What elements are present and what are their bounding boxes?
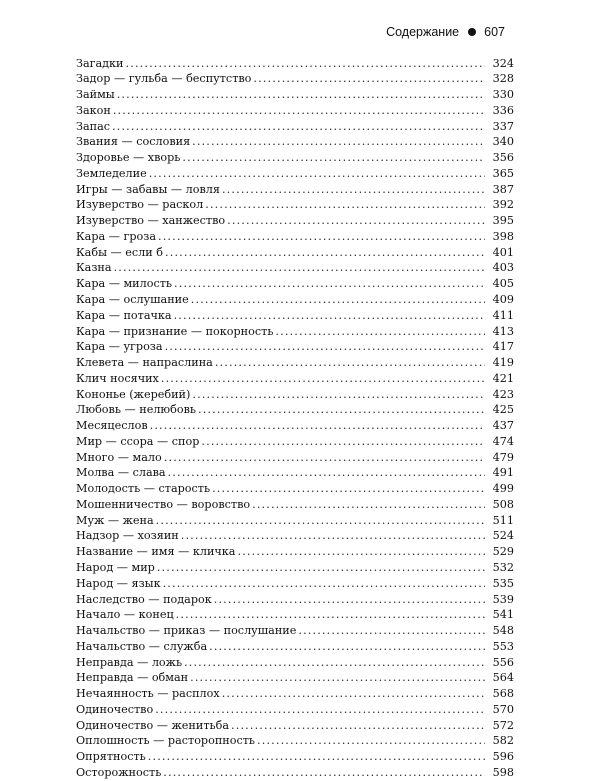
- toc-entry-page: 568: [492, 687, 514, 701]
- toc-entry-page: 340: [492, 135, 514, 149]
- toc-entry[interactable]: [76, 324, 514, 340]
- toc-entry-page: 417: [492, 340, 514, 354]
- toc-entry-title: Изуверство — раскол: [76, 198, 204, 212]
- toc-entry[interactable]: [76, 134, 514, 150]
- dot-leader: [176, 607, 485, 623]
- toc-entry[interactable]: [76, 576, 514, 592]
- toc-entry-title: Начальство — приказ — послушание: [76, 624, 297, 638]
- toc-entry-title: Любовь — нелюбовь: [76, 403, 197, 417]
- toc-entry-title: Народ — язык: [76, 576, 161, 590]
- dot-leader: [150, 418, 485, 434]
- dot-leader: [113, 103, 485, 119]
- toc-entry-title: Запас: [76, 119, 111, 133]
- toc-entry-title: Клевета — напраслина: [76, 356, 213, 370]
- dot-leader: [112, 119, 485, 135]
- dot-leader: [164, 450, 485, 466]
- toc-entry-page: 508: [492, 497, 514, 511]
- toc-entry-page: 553: [492, 639, 514, 653]
- toc-entry[interactable]: [76, 670, 514, 686]
- toc-entry-page: 529: [492, 545, 514, 559]
- dot-leader: [181, 528, 485, 544]
- toc-entry-title: Игры — забавы — ловля: [76, 182, 220, 196]
- toc-entry-title: Одиночество: [76, 702, 154, 716]
- toc-entry-title: Кара — милость: [76, 277, 173, 291]
- dot-leader: [168, 465, 485, 481]
- toc-entry[interactable]: [76, 229, 514, 245]
- toc-entry-title: Молва — слава: [76, 466, 166, 480]
- toc-entry[interactable]: [76, 607, 514, 623]
- toc-entry[interactable]: [76, 103, 514, 119]
- toc-entry-title: Кара — потачка: [76, 308, 172, 322]
- toc-entry[interactable]: [76, 434, 514, 450]
- toc-entry-title: Клич носячих: [76, 371, 159, 385]
- toc-entry[interactable]: [76, 749, 514, 765]
- toc-entry[interactable]: [76, 702, 514, 718]
- dot-leader: [149, 166, 485, 182]
- dot-leader: [257, 733, 485, 749]
- toc-entry-title: Муж — жена: [76, 513, 154, 527]
- toc-entry-page: 437: [492, 419, 514, 433]
- toc-entry[interactable]: [76, 528, 514, 544]
- dot-leader: [163, 765, 485, 781]
- dot-leader: [190, 670, 485, 686]
- toc-entry-title: Кара — признание — покорность: [76, 324, 274, 338]
- dot-leader: [253, 71, 485, 87]
- toc-entry-title: Нечаянность — расплох: [76, 687, 220, 701]
- dot-leader: [174, 308, 485, 324]
- dot-leader: [126, 56, 485, 72]
- toc-entry[interactable]: [76, 308, 514, 324]
- dot-leader: [157, 560, 485, 576]
- toc-entry-title: Кабы — если б: [76, 245, 164, 259]
- toc-entry-page: 411: [492, 308, 514, 322]
- toc-entry-page: 548: [492, 624, 514, 638]
- dot-leader: [163, 576, 485, 592]
- dot-leader: [222, 686, 485, 702]
- toc-entry[interactable]: [76, 150, 514, 166]
- toc-entry[interactable]: [76, 292, 514, 308]
- dot-leader: [155, 702, 485, 718]
- toc-entry-page: 511: [492, 513, 514, 527]
- toc-entry[interactable]: [76, 71, 514, 87]
- toc-entry[interactable]: [76, 718, 514, 734]
- toc-entry-page: 572: [492, 718, 514, 732]
- toc-entry[interactable]: [76, 387, 514, 403]
- toc-entry-page: 336: [492, 103, 514, 117]
- dot-leader: [205, 197, 485, 213]
- toc-entry-title: Мир — ссора — спор: [76, 434, 200, 448]
- toc-entry[interactable]: [76, 686, 514, 702]
- toc-entry-title: Начальство — служба: [76, 639, 208, 653]
- toc-entry-page: 425: [492, 403, 514, 417]
- toc-entry-page: 423: [492, 387, 514, 401]
- table-of-contents: [76, 56, 514, 781]
- toc-entry-title: Молодость — старость: [76, 482, 211, 496]
- dot-leader: [117, 87, 485, 103]
- toc-entry[interactable]: [76, 765, 514, 781]
- toc-entry-title: Неправда — обман: [76, 671, 189, 685]
- toc-entry-page: 539: [492, 592, 514, 606]
- toc-entry[interactable]: [76, 260, 514, 276]
- toc-entry-title: Здоровье — хворь: [76, 151, 181, 165]
- dot-leader: [222, 182, 485, 198]
- toc-entry-page: 365: [492, 166, 514, 180]
- dot-leader: [231, 718, 485, 734]
- toc-entry-page: 324: [492, 56, 514, 70]
- toc-entry[interactable]: [76, 197, 514, 213]
- dot-leader: [237, 544, 485, 560]
- toc-entry[interactable]: [76, 166, 514, 182]
- toc-entry[interactable]: [76, 119, 514, 135]
- toc-entry-page: 387: [492, 182, 514, 196]
- toc-entry-page: 392: [492, 198, 514, 212]
- toc-entry-title: Наследство — подарок: [76, 592, 212, 606]
- dot-leader: [214, 592, 485, 608]
- toc-entry-page: 413: [492, 324, 514, 338]
- running-header: [386, 25, 505, 39]
- toc-entry-title: Закон: [76, 103, 111, 117]
- toc-entry-title: Надзор — хозяин: [76, 529, 179, 543]
- dot-leader: [148, 749, 485, 765]
- toc-entry-page: 479: [492, 450, 514, 464]
- toc-entry-title: Кара — ослушание: [76, 292, 189, 306]
- toc-entry-page: 421: [492, 371, 514, 385]
- toc-entry-title: Начало — конец: [76, 608, 174, 622]
- toc-entry-title: Задор — гульба — беспутство: [76, 72, 252, 86]
- toc-entry[interactable]: [76, 245, 514, 261]
- toc-entry-title: Кононье (жеребий): [76, 387, 191, 401]
- toc-entry-page: 598: [492, 765, 514, 779]
- toc-entry[interactable]: [76, 56, 514, 72]
- toc-entry[interactable]: [76, 450, 514, 466]
- toc-entry-title: Изуверство — ханжество: [76, 214, 226, 228]
- toc-entry-title: Мошенничество — воровство: [76, 497, 251, 511]
- toc-entry[interactable]: [76, 733, 514, 749]
- toc-entry-page: 541: [492, 608, 514, 622]
- toc-entry[interactable]: [76, 623, 514, 639]
- toc-entry-page: 337: [492, 119, 514, 133]
- dot-leader: [212, 481, 485, 497]
- toc-entry[interactable]: [76, 513, 514, 529]
- dot-leader: [192, 134, 485, 150]
- toc-entry[interactable]: [76, 182, 514, 198]
- dot-leader: [184, 655, 485, 671]
- toc-entry[interactable]: [76, 497, 514, 513]
- toc-entry-page: 419: [492, 356, 514, 370]
- dot-leader: [165, 339, 485, 355]
- toc-entry[interactable]: [76, 213, 514, 229]
- toc-entry[interactable]: [76, 339, 514, 355]
- toc-entry-page: 328: [492, 72, 514, 86]
- toc-entry-title: Земледелие: [76, 166, 147, 180]
- toc-entry[interactable]: [76, 655, 514, 671]
- toc-entry[interactable]: [76, 276, 514, 292]
- dot-leader: [192, 387, 485, 403]
- toc-entry-page: 401: [492, 245, 514, 259]
- toc-entry[interactable]: [76, 371, 514, 387]
- toc-entry-page: 491: [492, 466, 514, 480]
- toc-entry-title: Много — мало: [76, 450, 162, 464]
- toc-entry-page: 582: [492, 734, 514, 748]
- toc-entry-page: 398: [492, 229, 514, 243]
- dot-leader: [158, 229, 485, 245]
- toc-entry-title: Кара — угроза: [76, 340, 163, 354]
- toc-entry-page: 409: [492, 292, 514, 306]
- toc-entry-page: 596: [492, 750, 514, 764]
- toc-entry-title: Оплошность — расторопность: [76, 734, 256, 748]
- dot-leader: [161, 371, 485, 387]
- toc-entry-title: Займы: [76, 88, 115, 102]
- toc-entry-title: Загадки: [76, 56, 124, 70]
- dot-leader: [114, 260, 485, 276]
- toc-entry[interactable]: [76, 465, 514, 481]
- dot-leader: [156, 513, 485, 529]
- toc-entry-page: 403: [492, 261, 514, 275]
- dot-leader: [298, 623, 485, 639]
- dot-leader: [252, 497, 485, 513]
- toc-entry[interactable]: [76, 418, 514, 434]
- toc-entry-page: 356: [492, 151, 514, 165]
- toc-entry[interactable]: [76, 592, 514, 608]
- toc-entry-title: Одиночество — женитьба: [76, 718, 230, 732]
- toc-entry-page: 532: [492, 561, 514, 574]
- toc-entry-page: 524: [492, 529, 514, 543]
- toc-entry[interactable]: [76, 87, 514, 103]
- toc-entry-page: 330: [492, 88, 514, 102]
- toc-entry-title: Осторожность: [76, 765, 162, 779]
- toc-entry-title: Звания — сословия: [76, 135, 191, 149]
- toc-entry[interactable]: [76, 402, 514, 418]
- toc-entry[interactable]: [76, 481, 514, 497]
- dot-leader: [191, 292, 485, 308]
- toc-entry-title: Неправда — ложь: [76, 655, 183, 669]
- toc-entry-title: Казна: [76, 261, 112, 275]
- toc-entry[interactable]: [76, 544, 514, 560]
- toc-entry-page: 564: [492, 671, 514, 685]
- toc-entry-page: 556: [492, 655, 514, 669]
- dot-leader: [201, 434, 485, 450]
- section-title: Содержание: [386, 25, 460, 39]
- dot-leader: [215, 355, 485, 371]
- toc-entry-title: Месяцеслов: [76, 419, 148, 433]
- toc-entry-page: 395: [492, 214, 514, 228]
- page-number: 607: [484, 25, 505, 39]
- dot-leader: [174, 276, 485, 292]
- dot-leader: [165, 245, 485, 261]
- toc-entry-page: 535: [492, 576, 514, 590]
- toc-entry[interactable]: [76, 639, 514, 655]
- toc-entry-title: Опрятность: [76, 750, 146, 764]
- bullet-icon: [468, 28, 476, 36]
- dot-leader: [182, 150, 485, 166]
- toc-entry[interactable]: [76, 355, 514, 371]
- toc-entry[interactable]: [76, 560, 514, 576]
- toc-entry-title: Кара — гроза: [76, 229, 156, 243]
- toc-entry-title: Народ — мир: [76, 561, 155, 574]
- toc-entry-title: Название — имя — кличка: [76, 545, 236, 559]
- dot-leader: [198, 402, 485, 418]
- toc-entry-page: 405: [492, 277, 514, 291]
- toc-entry-page: 499: [492, 482, 514, 496]
- toc-entry-page: 570: [492, 702, 514, 716]
- dot-leader: [227, 213, 485, 229]
- toc-entry-page: 474: [492, 434, 514, 448]
- dot-leader: [275, 324, 485, 340]
- dot-leader: [209, 639, 485, 655]
